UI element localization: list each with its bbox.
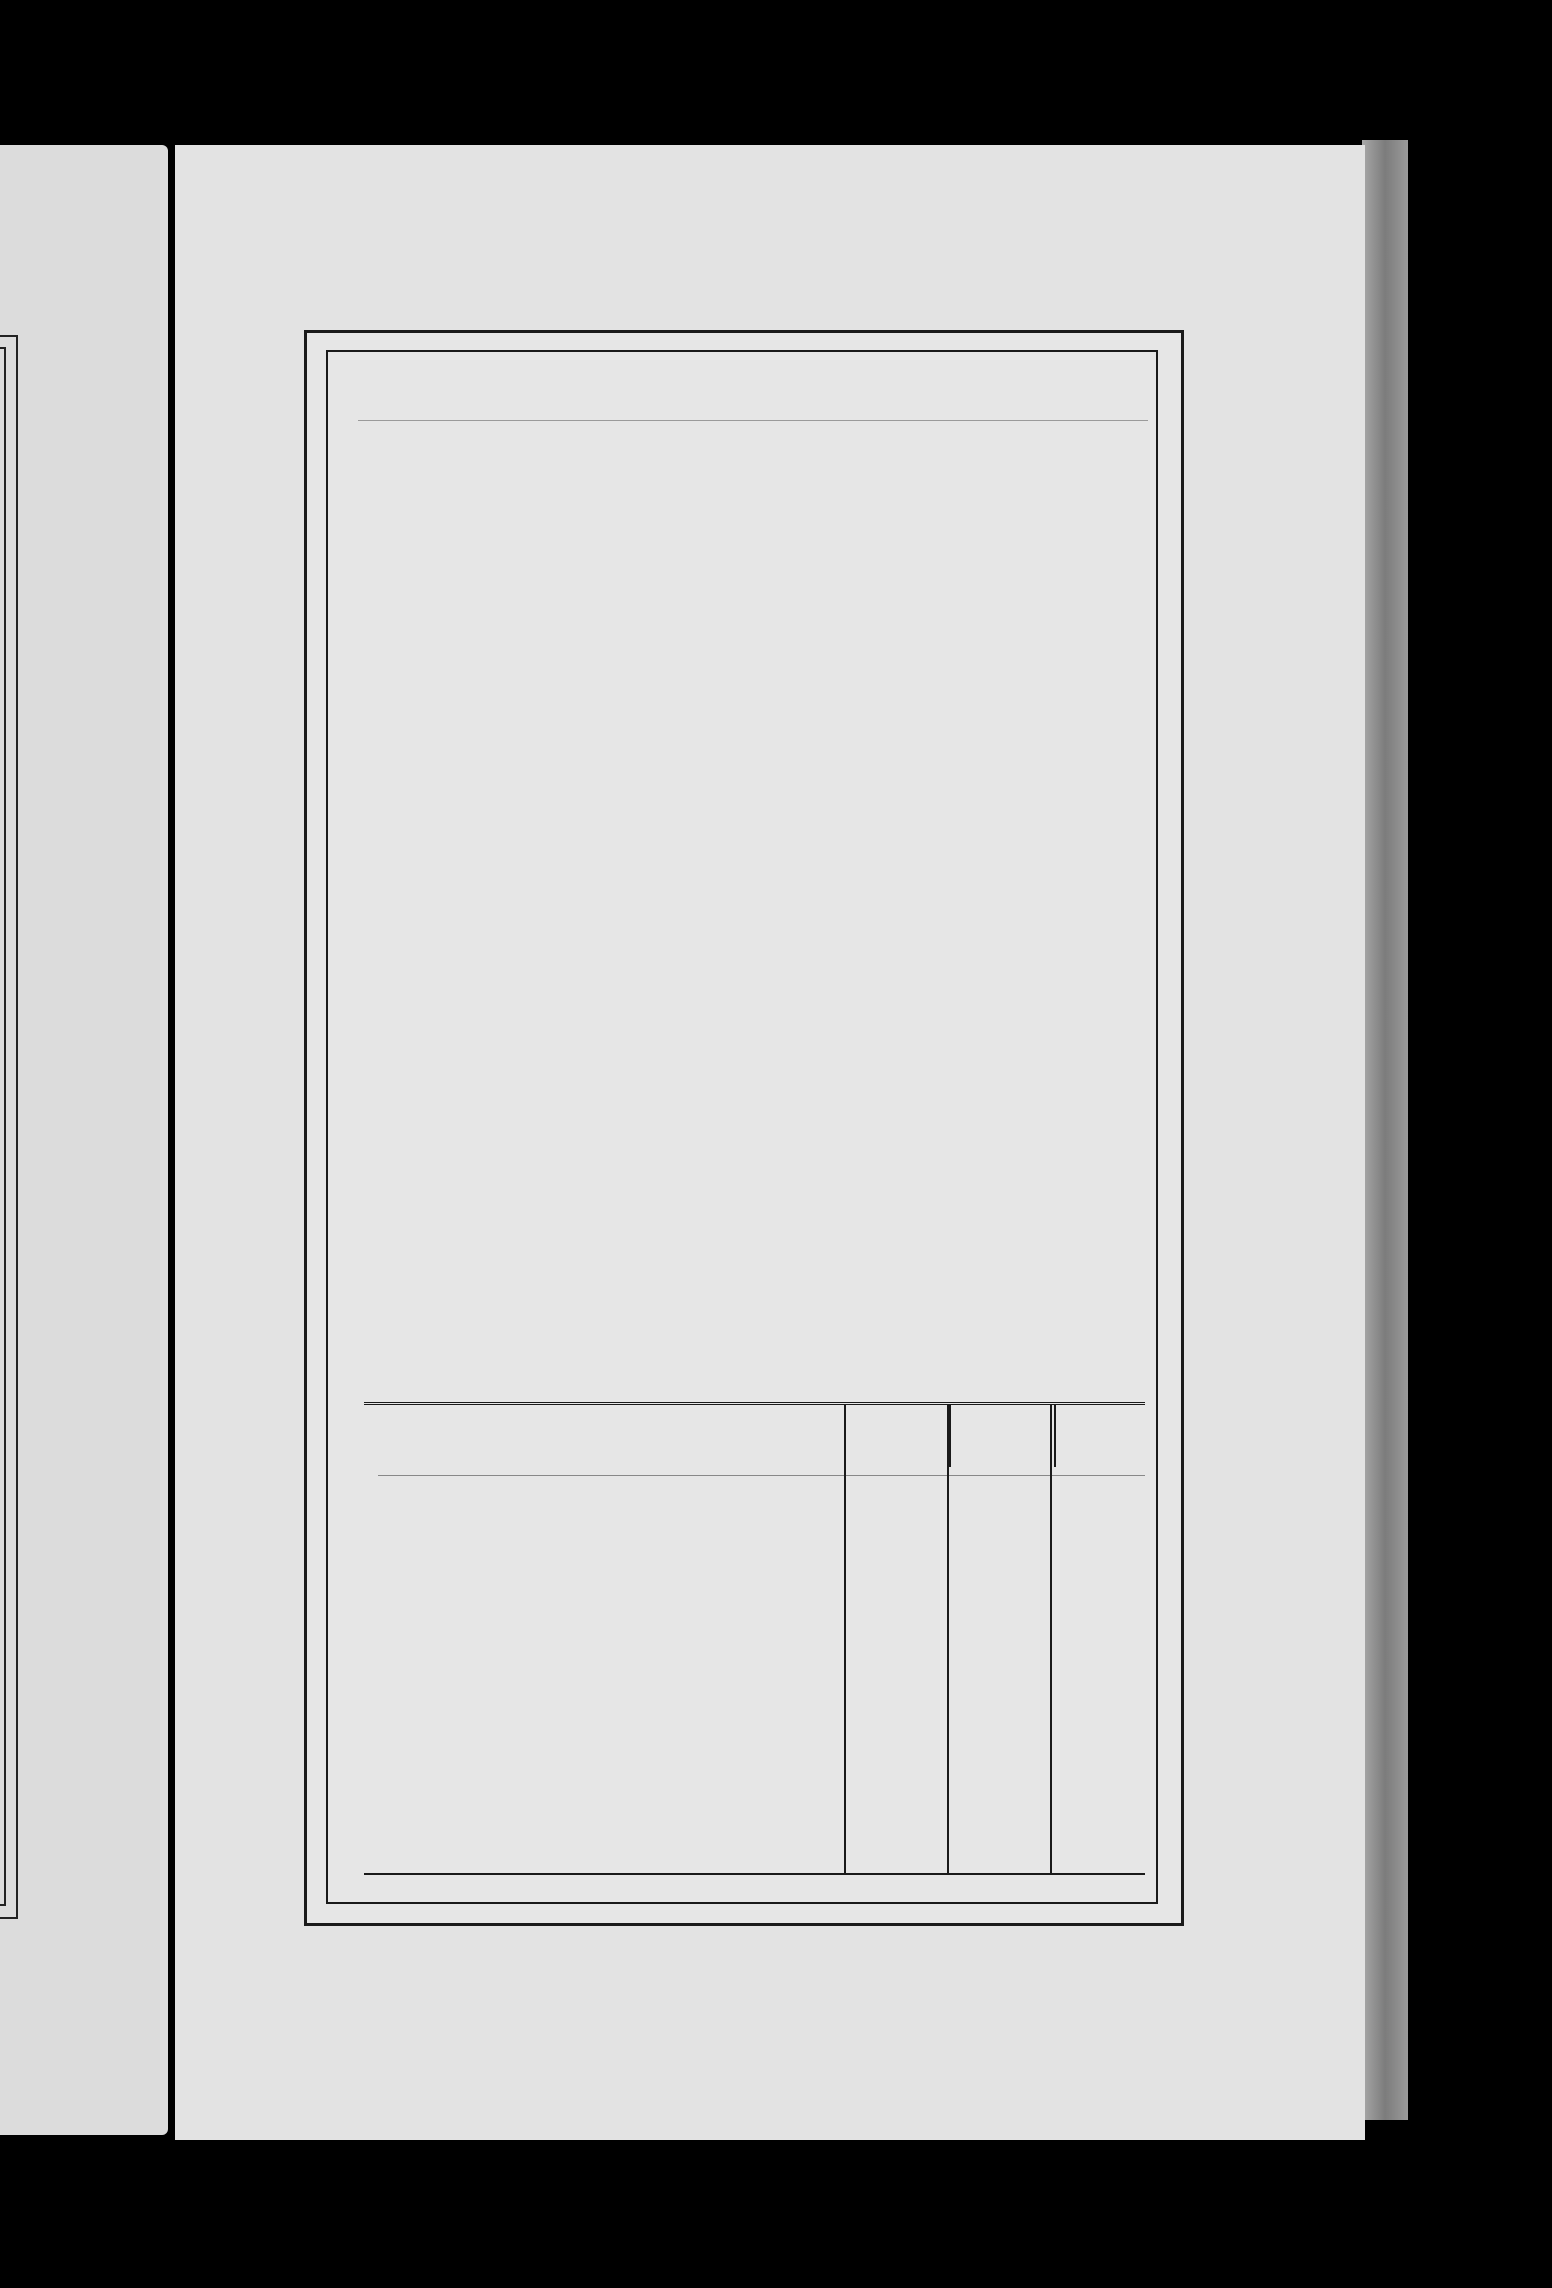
page-edge [1362, 140, 1408, 2120]
col-header-after [949, 1405, 1054, 1467]
running-head [358, 390, 1148, 421]
col-header-total [1054, 1405, 1144, 1467]
facing-page [0, 145, 168, 2135]
column-rule [1050, 1405, 1052, 1873]
column-rule [947, 1405, 949, 1873]
col-header-before [844, 1405, 949, 1467]
fees-table-header [364, 1405, 1145, 1467]
facing-page-border [0, 335, 18, 1919]
fees-table-body [364, 1467, 1145, 1873]
column-rule [844, 1405, 846, 1873]
page-border-inner [326, 350, 1158, 1904]
col-header-description [364, 1405, 844, 1467]
fees-table [364, 1402, 1145, 1875]
page-border-outer [304, 330, 1184, 1926]
